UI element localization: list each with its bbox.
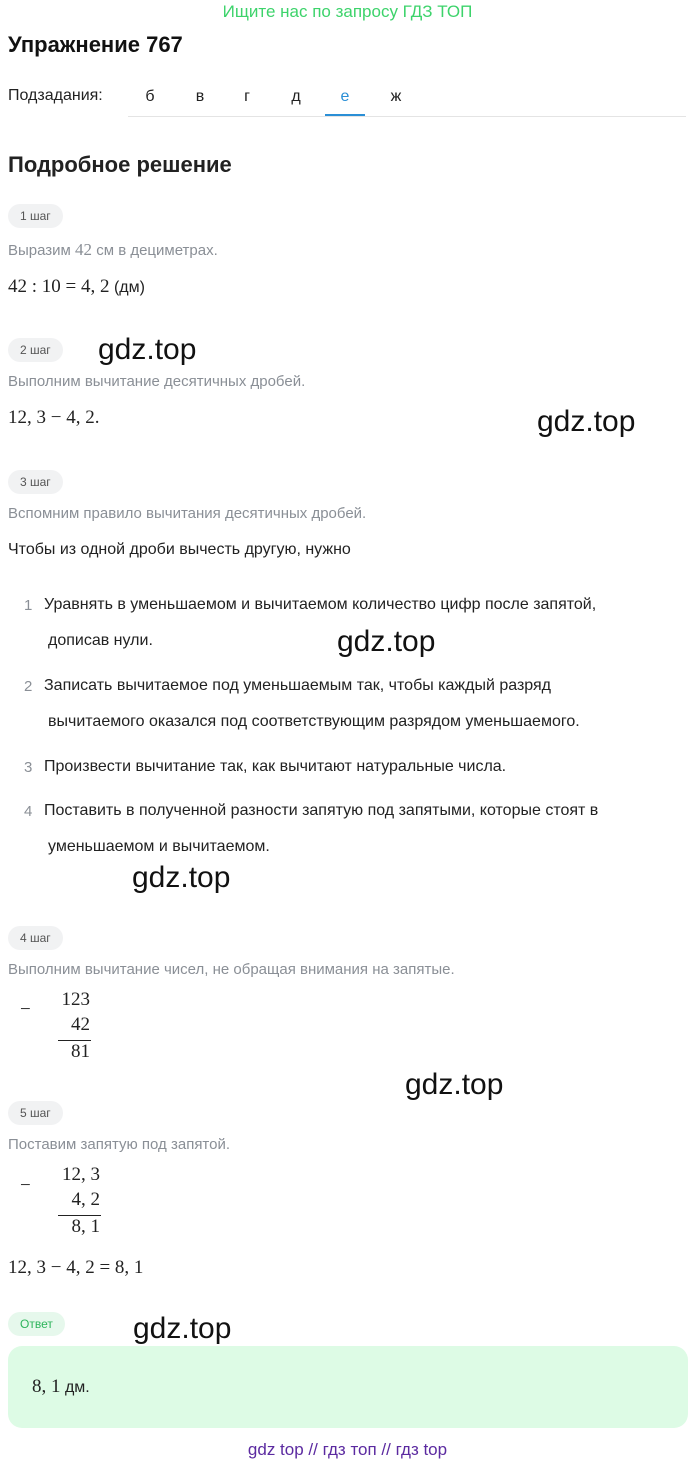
- top-banner[interactable]: Ищите нас по запросу ГДЗ ТОП: [222, 2, 473, 21]
- column-result: 81: [71, 1041, 90, 1062]
- minus-sign: −: [20, 999, 31, 1020]
- list-item-line: Записать вычитаемое под уменьшаемым так, чтобы каждый разряд: [44, 677, 552, 694]
- column-minuend: 123: [61, 989, 90, 1010]
- step-hint: Выразим 42 см в дециметрах.: [8, 240, 218, 259]
- subtask-tab-d[interactable]: д: [291, 88, 301, 105]
- watermark: gdz.top: [537, 405, 636, 438]
- step-badge: 5 шаг: [8, 1101, 63, 1125]
- step-badge: 1 шаг: [8, 204, 63, 228]
- list-item-line: дописав нули.: [48, 632, 153, 649]
- column-subtrahend: 4, 2: [71, 1189, 100, 1210]
- step-hint: Поставим запятую под запятой.: [8, 1136, 231, 1153]
- column-minuend: 12, 3: [62, 1164, 100, 1185]
- step-hint: Выполним вычитание чисел, не обращая внимания на запятые.: [8, 961, 455, 978]
- subtask-tab-e-active[interactable]: е: [325, 78, 365, 116]
- list-item-number: 1: [24, 597, 33, 614]
- final-expression: 12, 3 − 4, 2 = 8, 1: [8, 1257, 144, 1278]
- subtask-tab-zh[interactable]: ж: [390, 88, 402, 105]
- list-item-number: 2: [24, 678, 33, 695]
- list-item-line: Уравнять в уменьшаемом и вычитаемом количество цифр после запятой,: [44, 596, 597, 613]
- step-badge: 2 шаг: [8, 338, 63, 362]
- column-result: 8, 1: [71, 1216, 100, 1237]
- list-item-line: вычитаемого оказался под соответствующим разрядом уменьшаемого.: [48, 713, 580, 730]
- watermark: gdz.top: [98, 333, 197, 366]
- section-title: Подробное решение: [8, 152, 232, 177]
- subtask-tab-b[interactable]: б: [145, 88, 155, 105]
- watermark: gdz.top: [133, 1312, 232, 1345]
- watermark: gdz.top: [337, 625, 436, 658]
- footer-links[interactable]: gdz top // гдз топ // гдз top: [247, 1440, 448, 1459]
- page-title: Упражнение 767: [8, 32, 183, 57]
- subtasks-label: Подзадания:: [8, 87, 103, 104]
- step-hint: Выполним вычитание десятичных дробей.: [8, 373, 306, 390]
- subtask-tab-g[interactable]: г: [244, 88, 250, 105]
- subtask-tab-v[interactable]: в: [195, 88, 205, 105]
- answer-badge: Ответ: [8, 1312, 65, 1336]
- step-badge: 4 шаг: [8, 926, 63, 950]
- list-item-line: уменьшаемом и вычитаемом.: [48, 838, 270, 855]
- list-item-number: 3: [24, 759, 33, 776]
- minus-sign: −: [20, 1175, 31, 1196]
- column-subtrahend: 42: [71, 1014, 90, 1035]
- list-item-line: Произвести вычитание так, как вычитают натуральные числа.: [44, 758, 507, 775]
- step-badge: 3 шаг: [8, 470, 63, 494]
- list-item-number: 4: [24, 803, 33, 820]
- answer-box: [8, 1346, 688, 1428]
- watermark: gdz.top: [132, 861, 231, 894]
- step-hint: Вспомним правило вычитания десятичных дробей.: [8, 505, 367, 522]
- rule-intro: Чтобы из одной дроби вычесть другую, нужно: [8, 541, 351, 558]
- watermark: gdz.top: [405, 1068, 504, 1101]
- step-expression: 12, 3 − 4, 2.: [8, 407, 100, 428]
- answer-value: 8, 1 дм.: [32, 1376, 90, 1397]
- subtasks-tabs: [128, 78, 686, 117]
- step-expression: 42 : 10 = 4, 2 (дм): [8, 276, 145, 297]
- list-item-line: Поставить в полученной разности запятую под запятыми, которые стоят в: [44, 802, 599, 819]
